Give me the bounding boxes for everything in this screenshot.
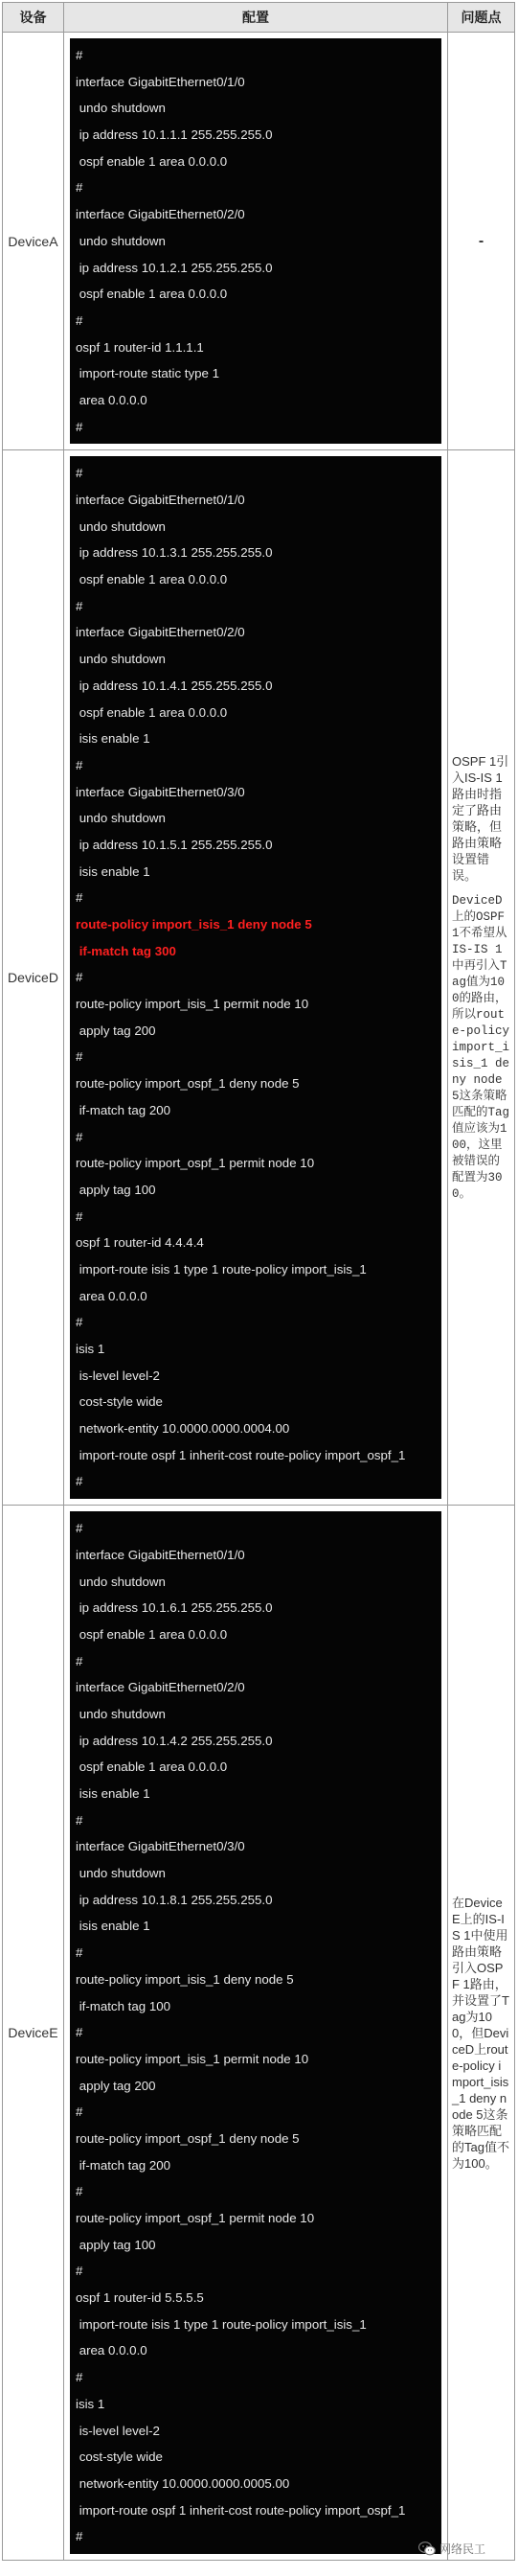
device-name: DeviceA — [3, 33, 64, 450]
config-line: interface GigabitEthernet0/2/0 — [76, 1680, 245, 1695]
config-line: interface GigabitEthernet0/1/0 — [76, 1547, 245, 1562]
device-name: DeviceD — [3, 450, 64, 1506]
config-line: ip address 10.1.6.1 255.255.255.0 — [76, 1600, 273, 1616]
wechat-icon — [418, 2542, 436, 2556]
config-line: isis enable 1 — [76, 1919, 150, 1934]
config-line: import-route static type 1 — [76, 366, 220, 381]
config-line: # — [76, 2370, 83, 2385]
config-line: area 0.0.0.0 — [76, 1288, 147, 1303]
config-line: apply tag 100 — [76, 1182, 156, 1197]
config-line: ip address 10.1.2.1 255.255.255.0 — [76, 260, 273, 275]
config-line: network-entity 10.0000.0000.0005.00 — [76, 2475, 290, 2491]
config-line: # — [76, 1474, 83, 1489]
config-line: route-policy import_isis_1 permit node 10 — [76, 2051, 309, 2066]
config-line: undo shutdown — [76, 101, 166, 116]
config-line: # — [76, 598, 83, 613]
issue-text: 在DeviceE上的IS-IS 1中使用路由策略引入OSPF 1路由，并设置了Tag为100，但DeviceD上route-policy import_isis_1 deny node 5这条策略匹配的Tag值不为100。 — [448, 1506, 515, 2561]
config-line: undo shutdown — [76, 1574, 166, 1589]
config-line: ip address 10.1.3.1 255.255.255.0 — [76, 545, 273, 561]
config-line: # — [76, 312, 83, 328]
config-line: apply tag 200 — [76, 1023, 156, 1038]
config-line: network-entity 10.0000.0000.0004.00 — [76, 1421, 290, 1437]
config-line: ospf 1 router-id 4.4.4.4 — [76, 1235, 204, 1251]
config-block-devicee — [70, 1511, 441, 2554]
config-line: undo shutdown — [76, 1866, 166, 1881]
config-line: area 0.0.0.0 — [76, 2343, 147, 2358]
config-line: isis 1 — [76, 1342, 105, 1356]
config-line: # — [76, 890, 83, 906]
config-line: # — [76, 1521, 83, 1536]
config-line: area 0.0.0.0 — [76, 392, 147, 407]
config-line: ospf enable 1 area 0.0.0.0 — [76, 704, 228, 720]
config-line: route-policy import_ospf_1 deny node 5 — [76, 1076, 300, 1092]
config-line: # — [76, 2264, 83, 2279]
config-line: ospf enable 1 area 0.0.0.0 — [76, 1626, 228, 1642]
config-line: interface GigabitEthernet0/1/0 — [76, 74, 245, 89]
header-row — [3, 3, 515, 33]
config-line: # — [76, 48, 83, 62]
header-issue: 问题点 — [448, 3, 515, 33]
config-line: undo shutdown — [76, 652, 166, 667]
config-line: undo shutdown — [76, 518, 166, 534]
config-line: undo shutdown — [76, 1706, 166, 1721]
config-line: is-level level-2 — [76, 2423, 160, 2438]
config-line: # — [76, 1129, 83, 1144]
config-line: ospf enable 1 area 0.0.0.0 — [76, 572, 228, 587]
config-line: isis enable 1 — [76, 1786, 150, 1801]
watermark — [418, 2541, 485, 2557]
config-line: if-match tag 300 — [76, 943, 176, 958]
config-line: interface GigabitEthernet0/3/0 — [76, 784, 245, 799]
config-line: is-level level-2 — [76, 1368, 160, 1383]
config-line: import-route ospf 1 inherit-cost route-policy import_ospf_1 — [76, 1447, 406, 1462]
config-line: ip address 10.1.8.1 255.255.255.0 — [76, 1892, 273, 1907]
config-line: interface GigabitEthernet0/1/0 — [76, 493, 245, 507]
device-name: DeviceE — [3, 1506, 64, 2561]
config-line: ospf 1 router-id 5.5.5.5 — [76, 2290, 204, 2306]
config-block-devicea — [70, 38, 441, 444]
config-line: # — [76, 2184, 83, 2199]
config-line: # — [76, 2104, 83, 2120]
config-line: route-policy import_ospf_1 permit node 10 — [76, 2211, 315, 2225]
config-line: # — [76, 419, 83, 434]
config-line: # — [76, 1945, 83, 1961]
header-device: 设备 — [3, 3, 64, 33]
config-line: route-policy import_isis_1 deny node 5 — [76, 1971, 294, 1987]
config-line: undo shutdown — [76, 811, 166, 826]
config-line: route-policy import_isis_1 permit node 10 — [76, 997, 309, 1012]
config-line: ospf enable 1 area 0.0.0.0 — [76, 153, 228, 169]
config-line: import-route ospf 1 inherit-cost route-policy import_ospf_1 — [76, 2502, 406, 2518]
table-row-devicee — [3, 1506, 515, 2561]
issue-paragraph: OSPF 1引入IS-IS 1路由时指定了路由策略，但路由策略设置错误。 — [452, 753, 509, 883]
table-row-deviced — [3, 450, 515, 1506]
config-line: # — [76, 970, 83, 985]
config-line: isis enable 1 — [76, 731, 150, 747]
config-line: apply tag 100 — [76, 2237, 156, 2252]
config-line: route-policy import_isis_1 deny node 5 — [76, 917, 312, 932]
config-line: ospf enable 1 area 0.0.0.0 — [76, 287, 228, 302]
config-line: interface GigabitEthernet0/2/0 — [76, 207, 245, 222]
config-line: # — [76, 757, 83, 772]
config-line: # — [76, 2025, 83, 2040]
config-line: interface GigabitEthernet0/2/0 — [76, 625, 245, 640]
config-line: # — [76, 1653, 83, 1668]
config-line: if-match tag 200 — [76, 1102, 171, 1117]
config-line: ospf enable 1 area 0.0.0.0 — [76, 1760, 228, 1775]
config-line: import-route isis 1 type 1 route-policy import_isis_1 — [76, 1261, 367, 1276]
config-line: # — [76, 1049, 83, 1065]
watermark-text: 网络民工 — [439, 2542, 485, 2556]
config-line: # — [76, 2529, 83, 2544]
issue-paragraph: DeviceD上的OSPF 1不希望从IS-IS 1中再引入Tag值为100的路由，所以route-policy import_isis_1 deny node 5这条策略匹配的Tag值应该为100，这里被错误的配置为300。 — [452, 893, 510, 1201]
header-config: 配置 — [64, 3, 448, 33]
config-line: ip address 10.1.4.2 255.255.255.0 — [76, 1733, 273, 1748]
issue-text: - — [448, 33, 515, 450]
config-line: if-match tag 100 — [76, 1998, 171, 2013]
config-line: route-policy import_ospf_1 deny node 5 — [76, 2130, 300, 2146]
config-line: # — [76, 1208, 83, 1224]
config-line: ip address 10.1.4.1 255.255.255.0 — [76, 678, 273, 693]
config-line: cost-style wide — [76, 1394, 163, 1410]
config-line: ip address 10.1.1.1 255.255.255.0 — [76, 127, 273, 143]
issue-text — [448, 450, 515, 1506]
config-line: isis enable 1 — [76, 863, 150, 879]
config-line: if-match tag 200 — [76, 2157, 171, 2173]
config-line: import-route isis 1 type 1 route-policy import_isis_1 — [76, 2316, 367, 2332]
config-line: cost-style wide — [76, 2450, 163, 2465]
config-line: apply tag 200 — [76, 2078, 156, 2093]
config-line: # — [76, 1315, 83, 1330]
config-line: ospf 1 router-id 1.1.1.1 — [76, 339, 204, 355]
config-line: # — [76, 180, 83, 196]
config-line: isis 1 — [76, 2396, 105, 2411]
config-line: interface GigabitEthernet0/3/0 — [76, 1839, 245, 1854]
table-row-devicea — [3, 33, 515, 450]
config-line: route-policy import_ospf_1 permit node 10 — [76, 1156, 315, 1171]
config-line: # — [76, 466, 83, 481]
config-block-deviced — [70, 456, 441, 1499]
config-line: # — [76, 1812, 83, 1828]
config-line: undo shutdown — [76, 233, 166, 248]
config-table — [2, 2, 515, 2561]
config-line: ip address 10.1.5.1 255.255.255.0 — [76, 837, 273, 852]
